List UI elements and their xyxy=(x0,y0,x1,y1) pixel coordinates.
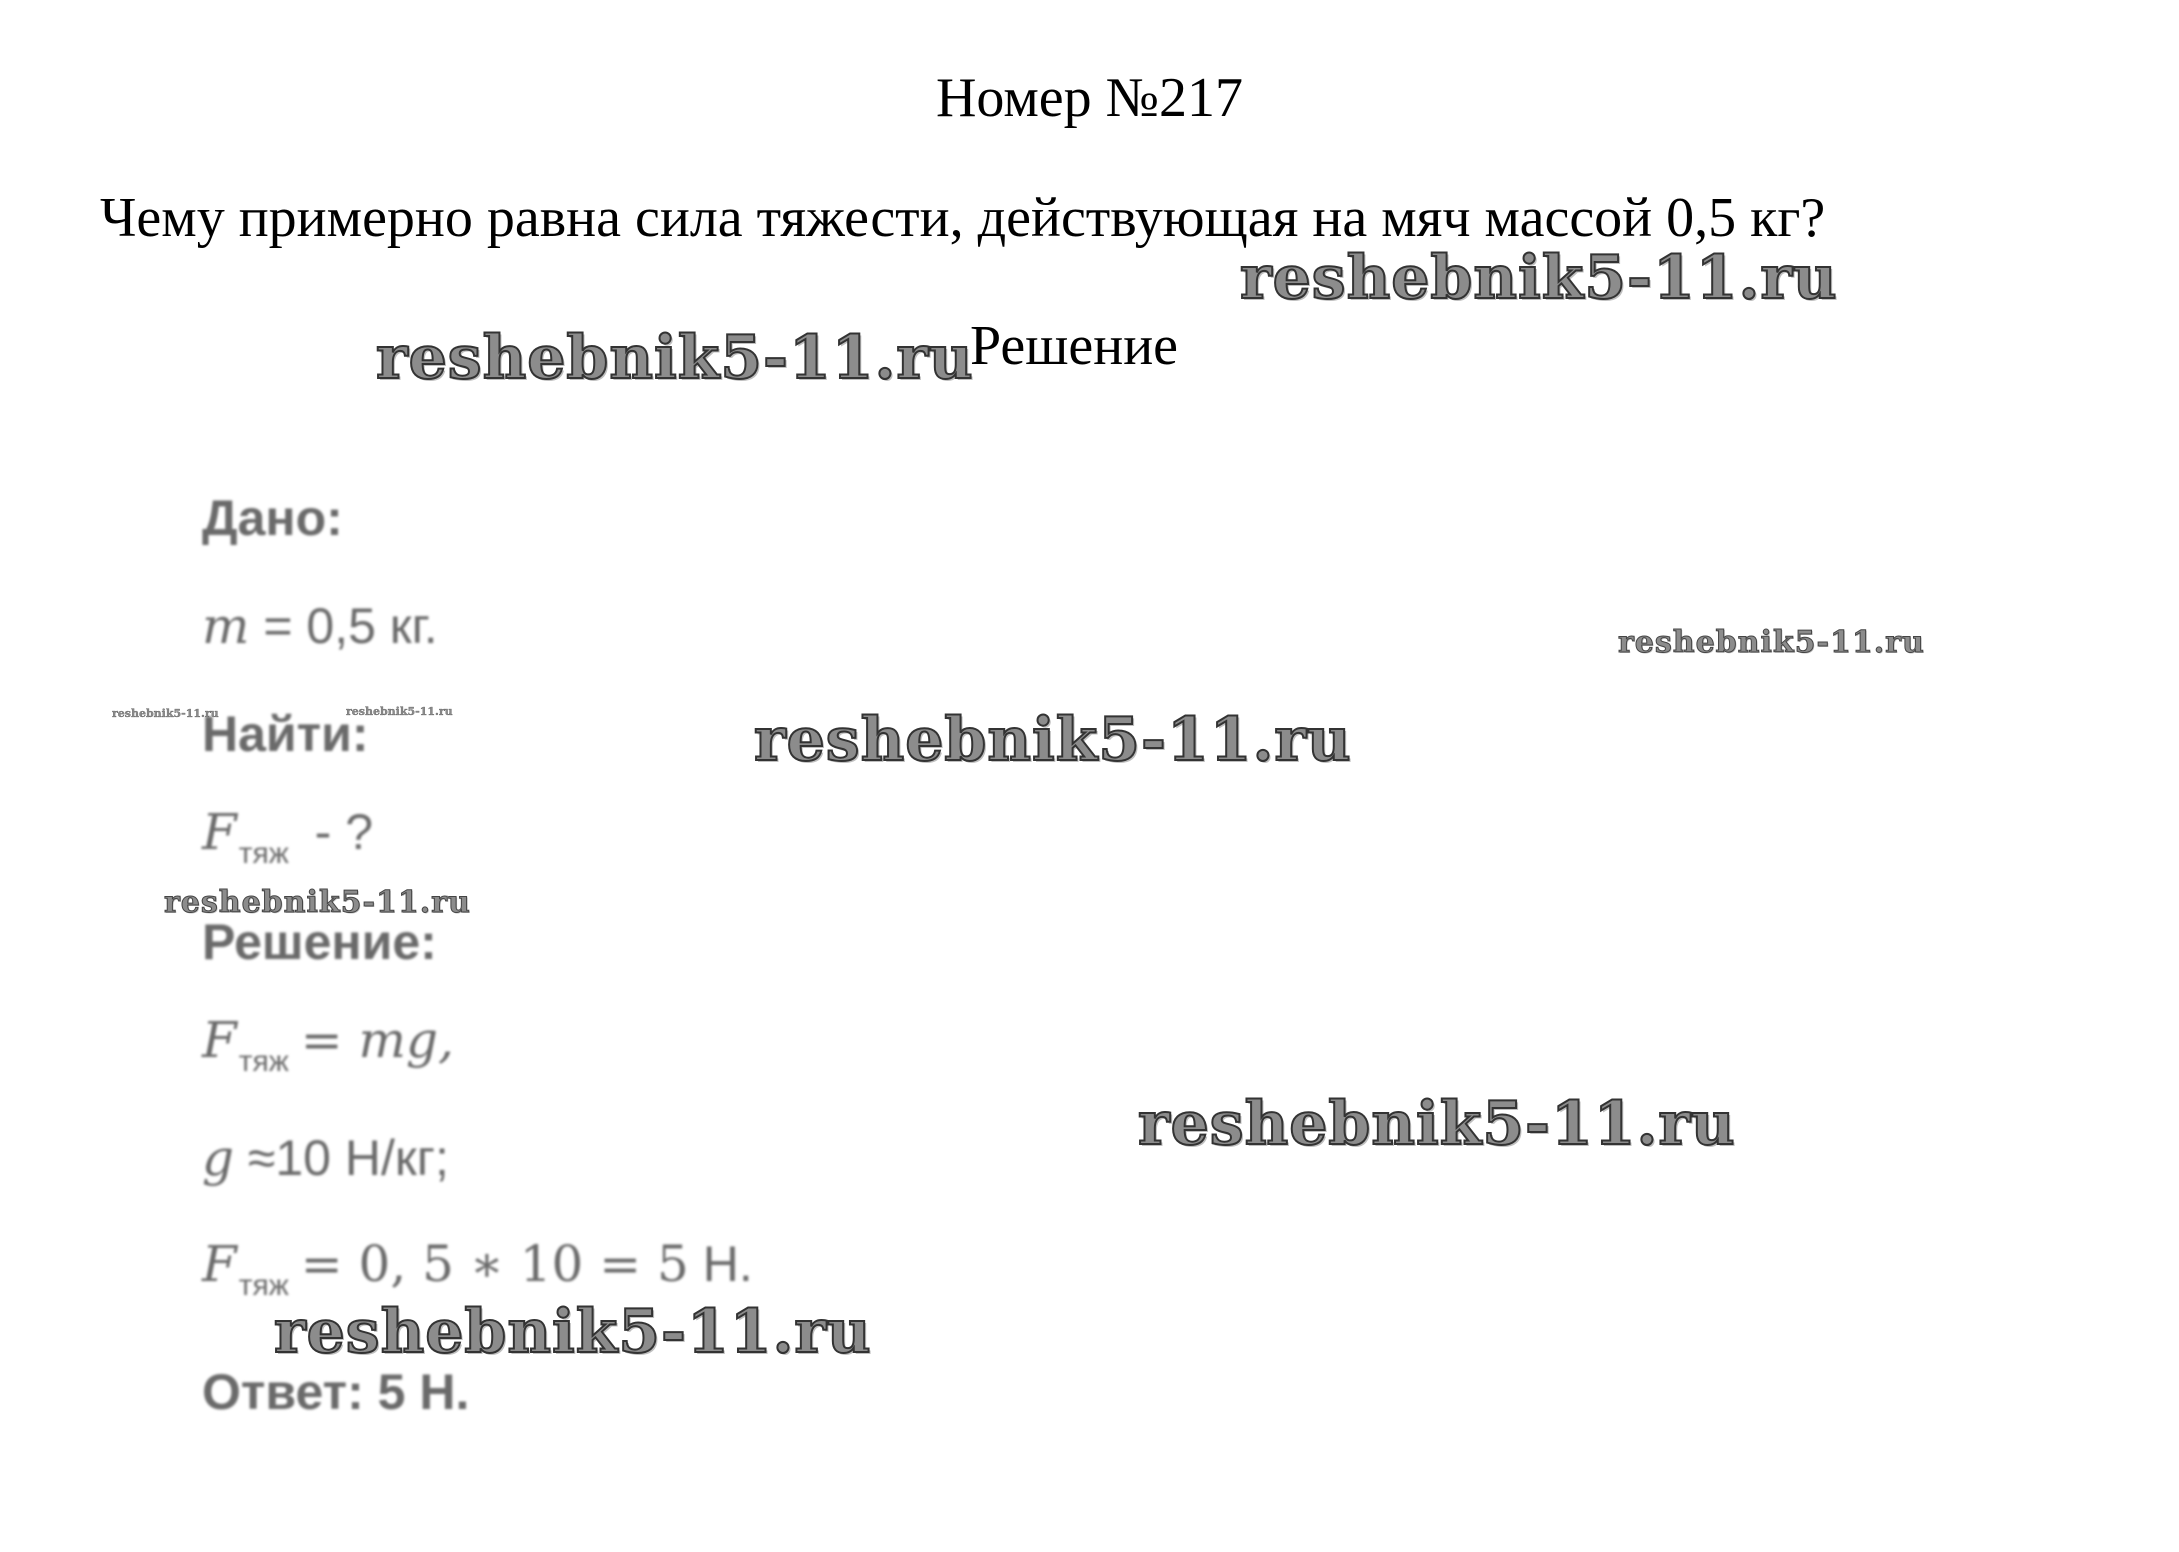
given-mass-line xyxy=(202,598,438,654)
force-variable: F xyxy=(202,803,237,861)
watermark: reshebnik5-11.ru xyxy=(1240,243,1838,313)
formula-subscript: тяж xyxy=(238,1045,289,1078)
watermark: reshebnik5-11.ru xyxy=(164,885,471,920)
gravity-value: ≈10 Н/кг; xyxy=(234,1130,449,1186)
calc-subscript: тяж xyxy=(238,1269,289,1302)
mass-value: = 0,5 кг. xyxy=(249,598,438,654)
mass-variable: m xyxy=(202,597,250,655)
watermark: reshebnik5-11.ru xyxy=(346,705,453,718)
calc-expression: = 0, 5 ∗ 10 = 5 xyxy=(300,1235,689,1293)
watermark: reshebnik5-11.ru xyxy=(754,705,1352,775)
find-label: Найти: xyxy=(202,706,369,762)
watermark: reshebnik5-11.ru xyxy=(376,323,974,393)
watermark: reshebnik5-11.ru xyxy=(274,1297,872,1367)
watermark: reshebnik5-11.ru xyxy=(1618,625,1925,660)
find-line xyxy=(202,804,373,868)
force-subscript: тяж xyxy=(238,837,289,870)
calc-unit: Н. xyxy=(688,1236,753,1292)
calculation-line xyxy=(202,1236,753,1300)
question-text: Чему примерно равна сила тяжести, действующая на мяч массой 0,5 кг? xyxy=(100,187,1826,249)
formula-variable: F xyxy=(202,1011,237,1069)
formula-rest: = mg, xyxy=(300,1011,454,1069)
answer-line: Ответ: 5 Н. xyxy=(202,1364,470,1420)
watermark: reshebnik5-11.ru xyxy=(1138,1089,1736,1159)
calc-variable: F xyxy=(202,1235,237,1293)
solution-label: Решение: xyxy=(202,914,437,970)
given-label: Дано: xyxy=(202,490,343,546)
page-title: Номер №217 xyxy=(935,67,1244,129)
solution-heading: Решение xyxy=(970,315,1179,377)
find-question: - ? xyxy=(300,804,374,860)
gravity-line xyxy=(202,1130,449,1186)
formula-line xyxy=(202,1012,454,1076)
watermark: reshebnik5-11.ru xyxy=(112,707,219,720)
gravity-variable: g xyxy=(202,1129,235,1187)
